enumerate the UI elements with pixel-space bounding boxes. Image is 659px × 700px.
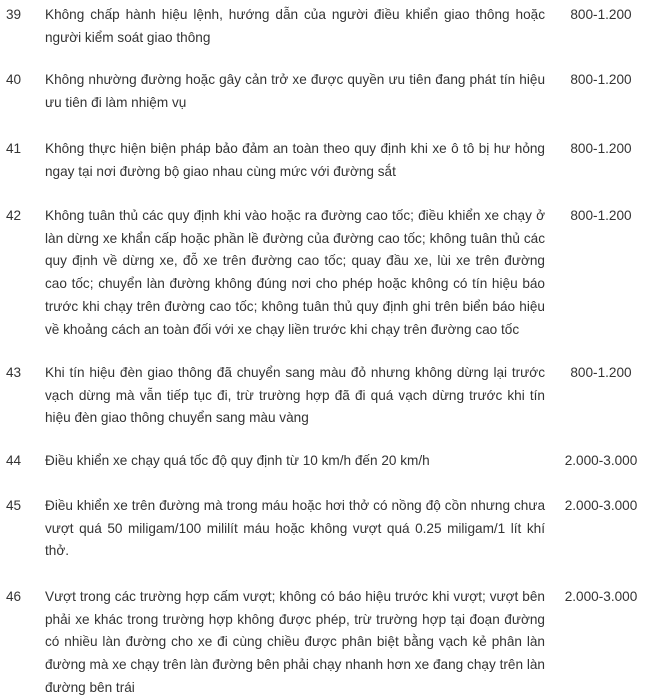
fine-amount: 2.000-3.000 (564, 453, 638, 468)
row-number: 45 (6, 498, 22, 513)
violation-description: Vượt trong các trường hợp cấm vượt; không có báo hiệu trước khi vượt; vượt bên phải xe khác trong trường hợp không được phép, trừ trường hợp tại đoạn đường có nhiều làn đường cho xe đi cùng chiều được phân biệt bằng vạch kẻ phân làn đường mà xe chạy trên làn đường bên phải chạy nhanh hơn xe đang chạy trên làn đường bên trái (45, 589, 545, 695)
violation-description: Không tuân thủ các quy định khi vào hoặc ra đường cao tốc; điều khiển xe chạy ở làn dừng xe khẩn cấp hoặc phần lề đường của đường cao tốc; không tuân thủ các quy định về dừng xe, đỗ xe trên đường cao tốc; quay đầu xe, lùi xe trên đường cao tốc; chuyển làn đường không đúng nơi cho phép hoặc không có tín hiệu báo trước khi chạy trên đường cao tốc; không tuân thủ quy định ghi trên biển báo hiệu về khoảng cách an toàn đối với xe chạy liền trước khi chạy trên đường cao tốc (45, 208, 545, 337)
violation-description: Không chấp hành hiệu lệnh, hướng dẫn của người điều khiển giao thông hoặc người kiểm soát giao thông (45, 7, 545, 45)
violation-description: Điều khiển xe trên đường mà trong máu hoặc hơi thở có nồng độ cồn nhưng chưa vượt quá 50 miligam/100 mililít máu hoặc không vượt quá 0.25 miligam/1 lít khí thở. (45, 498, 545, 559)
row-number: 41 (6, 141, 22, 156)
row-number: 43 (6, 365, 22, 380)
fine-amount: 800-1.200 (570, 141, 632, 156)
fine-amount: 800-1.200 (570, 72, 632, 87)
violation-description: Điều khiển xe chạy quá tốc độ quy định từ 10 km/h đến 20 km/h (45, 453, 430, 468)
violation-description: Khi tín hiệu đèn giao thông đã chuyển sang màu đỏ nhưng không dừng lại trước vạch dừng mà vẫn tiếp tục đi, trừ trường hợp đã đi quá vạch dừng trước khi tín hiệu đèn giao thông chuyển sang màu vàng (45, 365, 545, 426)
violation-description: Không thực hiện biện pháp bảo đảm an toàn theo quy định khi xe ô tô bị hư hỏng ngay tại nơi đường bộ giao nhau cùng mức với đường sắt (45, 141, 545, 179)
fine-amount: 800-1.200 (570, 208, 632, 223)
row-number: 42 (6, 208, 22, 223)
fine-amount: 800-1.200 (570, 7, 632, 22)
fine-amount: 2.000-3.000 (564, 589, 638, 604)
row-number: 40 (6, 72, 22, 87)
violation-description: Không nhường đường hoặc gây cản trở xe được quyền ưu tiên đang phát tín hiệu ưu tiên đi làm nhiệm vụ (45, 72, 545, 110)
row-number: 39 (6, 7, 22, 22)
fine-amount: 2.000-3.000 (564, 498, 638, 513)
row-number: 44 (6, 453, 22, 468)
fine-amount: 800-1.200 (570, 365, 632, 380)
row-number: 46 (6, 589, 22, 604)
